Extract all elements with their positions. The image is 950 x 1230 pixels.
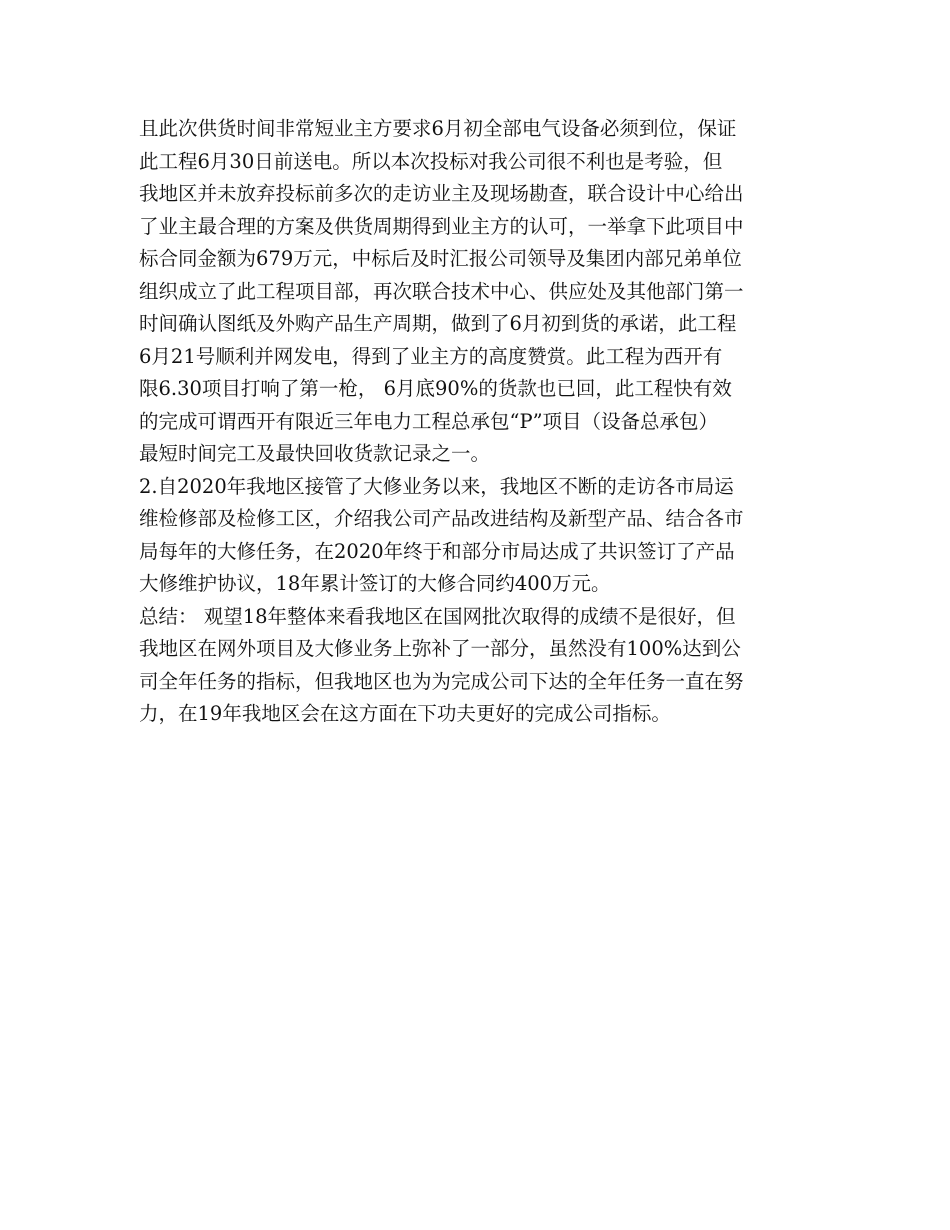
text-line: 且此次供货时间非常短业主方要求6月初全部电气设备必须到位，保证 (139, 117, 737, 140)
text-line: 维检修部及检修工区，介绍我公司产品改进结构及新型产品、结合各市 (139, 507, 744, 530)
text-line: 最短时间完工及最快回收货款记录之一。 (139, 442, 491, 465)
text-line: 大修维护协议，18年累计签订的大修合同约400万元。 (139, 572, 611, 595)
text-line: 标合同金额为679万元，中标后及时汇报公司领导及集团内部兄弟单位 (139, 247, 742, 270)
text-line: 了业主最合理的方案及供货周期得到业主方的认可，一举拿下此项目中 (139, 214, 744, 238)
text-line: 力，在19年我地区会在这方面在下功夫更好的完成公司指标。 (139, 702, 671, 725)
text-line: 时间确认图纸及外购产品生产周期，做到了6月初到货的承诺，此工程 (139, 312, 737, 335)
text-line: 司全年任务的指标，但我地区也为为完成公司下达的全年任务一直在努 (139, 669, 744, 693)
text-line: 局每年的大修任务，在2020年终于和部分市局达成了共识签订了产品 (139, 539, 735, 563)
body-text (139, 113, 819, 731)
text-line: 我地区在网外项目及大修业务上弥补了一部分，虽然没有100%达到公 (139, 637, 741, 660)
list-item-2: 2.自2020年我地区接管了大修业务以来，我地区不断的走访各市局运 (139, 474, 734, 498)
text-line: 限6.30项目打响了第一枪， 6月底90%的货款也已回，此工程快有效 (139, 377, 732, 400)
text-line: 组织成立了此工程项目部，再次联合技术中心、供应处及其他部门第一 (139, 279, 744, 303)
text-line: 6月21号顺利并网发电，得到了业主方的高度赞赏。此工程为西开有 (139, 344, 723, 368)
text-line: 的完成可谓西开有限近三年电力工程总承包“P”项目（设备总承包） (139, 409, 719, 433)
text-line: 我地区并未放弃投标前多次的走访业主及现场勘查，联合设计中心给出 (139, 182, 744, 205)
text-line: 此工程6月30日前送电。所以本次投标对我公司很不利也是考验，但 (139, 149, 723, 173)
summary-line: 总结： 观望18年整体来看我地区在国网批次取得的成绩不是很好，但 (139, 604, 736, 628)
